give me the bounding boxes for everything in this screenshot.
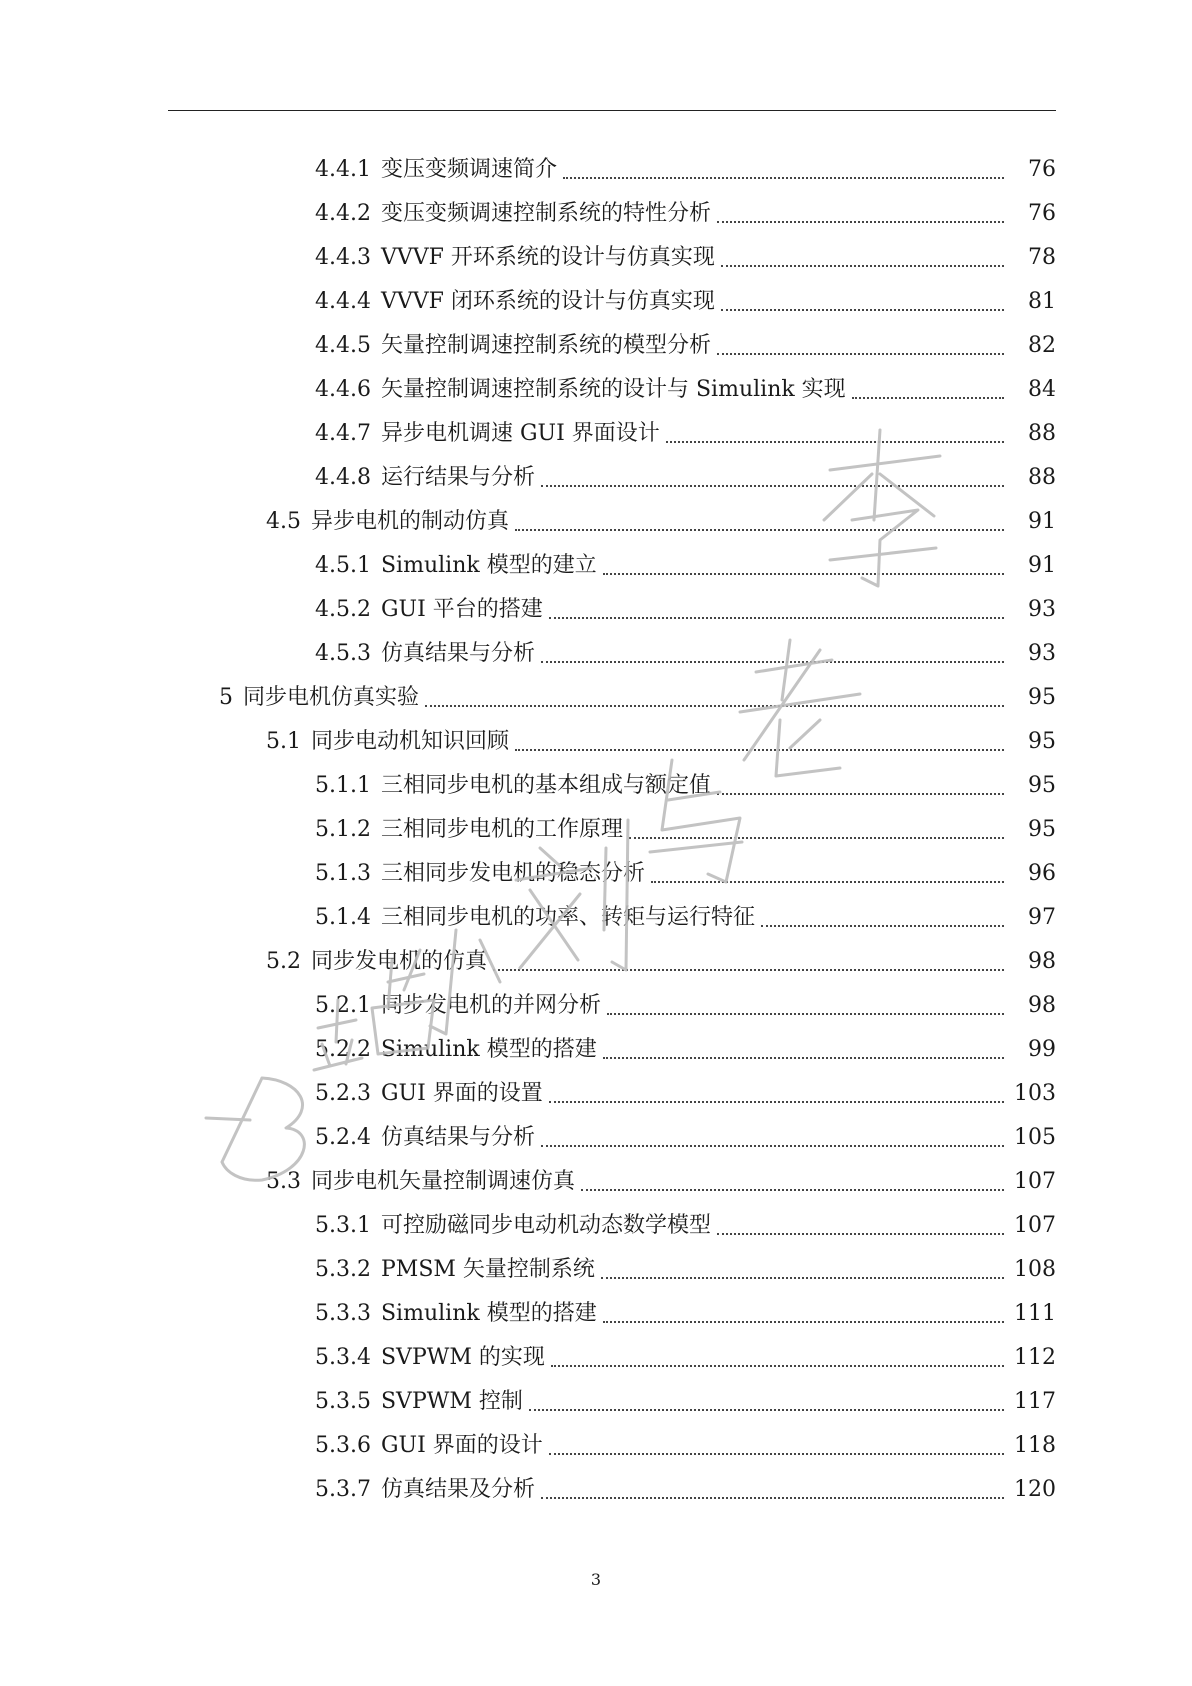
toc-entry-number: 5.3.5	[315, 1389, 371, 1414]
toc-entry-label	[315, 544, 601, 588]
toc-entry-page: 95	[1028, 773, 1056, 798]
toc-entry-number: 5.2.4	[315, 1125, 371, 1150]
toc-entry[interactable]	[0, 1424, 1192, 1468]
toc-entry-title: 三相同步电机的工作原理	[380, 817, 623, 842]
toc-entry-title: 同步发电机的仿真	[311, 949, 488, 974]
toc-entry-number: 4.4.4	[315, 289, 371, 314]
toc-entry-title: 三相同步电机的功率、转矩与运行特征	[380, 905, 755, 930]
toc-entry-page: 88	[1028, 421, 1056, 446]
toc-entry-number: 5.2	[266, 949, 301, 974]
toc-entry[interactable]	[0, 588, 1192, 632]
toc-entry-title: Simulink 模型的建立	[380, 553, 597, 578]
toc-entry-label	[266, 1160, 579, 1204]
toc-dot-leader	[515, 749, 1004, 751]
toc-entry-label	[315, 852, 649, 896]
toc-dot-leader	[549, 1453, 1004, 1455]
toc-dot-leader	[549, 617, 1004, 619]
toc-entry[interactable]	[0, 192, 1192, 236]
toc-dot-leader	[651, 881, 1004, 883]
toc-entry[interactable]	[0, 1336, 1192, 1380]
toc-entry-title: 异步电机调速 GUI 界面设计	[380, 421, 660, 446]
toc-dot-leader	[603, 573, 1004, 575]
toc-entry[interactable]	[0, 720, 1192, 764]
toc-entry-label	[315, 1028, 601, 1072]
toc-entry-label	[315, 148, 561, 192]
toc-dot-leader	[601, 1277, 1004, 1279]
toc-entry-number: 5.2.3	[315, 1081, 371, 1106]
toc-entry-label	[315, 588, 547, 632]
toc-entry-page: 84	[1028, 377, 1056, 402]
toc-entry-page: 93	[1028, 641, 1056, 666]
table-of-contents	[0, 148, 1192, 1512]
toc-entry-label	[315, 456, 539, 500]
toc-entry[interactable]	[0, 1204, 1192, 1248]
toc-entry-label	[315, 192, 715, 236]
toc-entry-title: 矢量控制调速控制系统的设计与 Simulink 实现	[380, 377, 846, 402]
toc-dot-leader	[629, 837, 1004, 839]
toc-dot-leader	[541, 1145, 1004, 1147]
toc-dot-leader	[721, 265, 1004, 267]
toc-dot-leader	[721, 309, 1004, 311]
toc-dot-leader	[581, 1189, 1004, 1191]
toc-entry-number: 4.4.3	[315, 245, 371, 270]
toc-entry-title: 可控励磁同步电动机动态数学模型	[380, 1213, 711, 1238]
toc-entry-page: 120	[1014, 1477, 1056, 1502]
toc-entry-number: 4.4.6	[315, 377, 371, 402]
toc-entry-page: 107	[1014, 1213, 1056, 1238]
toc-entry-number: 4.5	[266, 509, 301, 534]
toc-entry[interactable]	[0, 1116, 1192, 1160]
toc-entry-label	[315, 1424, 547, 1468]
toc-entry-title: 运行结果与分析	[380, 465, 535, 490]
toc-entry-title: SVPWM 控制	[380, 1389, 523, 1414]
toc-dot-leader	[717, 353, 1004, 355]
page-number: 3	[590, 1570, 602, 1589]
toc-entry-title: 仿真结果与分析	[380, 1125, 535, 1150]
toc-entry-label	[315, 1116, 539, 1160]
toc-entry-number: 4.4.7	[315, 421, 371, 446]
toc-entry-number: 5.1	[266, 729, 301, 754]
toc-entry-number: 5.2.2	[315, 1037, 371, 1062]
toc-dot-leader	[515, 529, 1004, 531]
toc-entry-label	[315, 368, 850, 412]
toc-entry-page: 76	[1028, 201, 1056, 226]
toc-entry-page: 91	[1028, 553, 1056, 578]
toc-entry-page: 99	[1028, 1037, 1056, 1062]
toc-entry-label	[315, 280, 719, 324]
toc-entry-label	[315, 808, 627, 852]
toc-entry-label	[315, 1072, 547, 1116]
toc-entry-label	[315, 1248, 599, 1292]
toc-entry-title: 同步发电机的并网分析	[380, 993, 601, 1018]
toc-entry-page: 81	[1028, 289, 1056, 314]
toc-entry-page: 112	[1014, 1345, 1056, 1370]
toc-entry-number: 5.1.3	[315, 861, 371, 886]
toc-entry-page: 76	[1028, 157, 1056, 182]
toc-entry-title: Simulink 模型的搭建	[380, 1037, 597, 1062]
toc-entry-number: 5.3	[266, 1169, 301, 1194]
toc-entry[interactable]	[0, 1380, 1192, 1424]
toc-entry-title: 变压变频调速简介	[380, 157, 557, 182]
toc-entry[interactable]	[0, 1072, 1192, 1116]
toc-dot-leader	[607, 1013, 1004, 1015]
toc-entry[interactable]	[0, 632, 1192, 676]
toc-entry-title: 同步电动机知识回顾	[311, 729, 510, 754]
toc-entry-number: 5	[219, 685, 233, 710]
toc-entry-title: Simulink 模型的搭建	[380, 1301, 597, 1326]
toc-entry-page: 88	[1028, 465, 1056, 490]
toc-entry-label	[266, 500, 513, 544]
toc-dot-leader	[563, 177, 1004, 179]
toc-entry-number: 5.2.1	[315, 993, 371, 1018]
toc-entry[interactable]	[0, 1292, 1192, 1336]
toc-entry-title: GUI 平台的搭建	[380, 597, 543, 622]
toc-entry[interactable]	[0, 280, 1192, 324]
toc-entry-page: 118	[1014, 1433, 1056, 1458]
toc-entry-page: 78	[1028, 245, 1056, 270]
toc-entry-title: PMSM 矢量控制系统	[380, 1257, 595, 1282]
toc-entry-label	[315, 1468, 539, 1512]
toc-entry-title: GUI 界面的设置	[380, 1081, 543, 1106]
toc-entry-label	[219, 676, 423, 720]
toc-entry-label	[315, 632, 539, 676]
toc-entry-page: 95	[1028, 685, 1056, 710]
toc-entry-title: 变压变频调速控制系统的特性分析	[380, 201, 711, 226]
toc-entry[interactable]	[0, 984, 1192, 1028]
toc-entry-number: 5.3.4	[315, 1345, 371, 1370]
toc-entry-page: 117	[1014, 1389, 1056, 1414]
toc-entry-title: 仿真结果与分析	[380, 641, 535, 666]
toc-entry[interactable]	[0, 324, 1192, 368]
toc-entry[interactable]	[0, 544, 1192, 588]
toc-entry[interactable]	[0, 852, 1192, 896]
toc-entry-page: 82	[1028, 333, 1056, 358]
toc-entry[interactable]	[0, 1468, 1192, 1512]
toc-dot-leader	[761, 925, 1004, 927]
toc-entry-page: 98	[1028, 993, 1056, 1018]
toc-entry-number: 5.1.1	[315, 773, 371, 798]
toc-dot-leader	[549, 1101, 1004, 1103]
toc-entry-title: SVPWM 的实现	[380, 1345, 545, 1370]
toc-entry-title: VVVF 开环系统的设计与仿真实现	[380, 245, 715, 270]
toc-entry[interactable]	[0, 764, 1192, 808]
toc-dot-leader	[603, 1321, 1004, 1323]
toc-entry-label	[315, 324, 715, 368]
toc-entry-label	[315, 1336, 549, 1380]
toc-entry-title: 异步电机的制动仿真	[311, 509, 510, 534]
toc-entry-number: 4.5.1	[315, 553, 371, 578]
toc-entry[interactable]	[0, 808, 1192, 852]
toc-entry-number: 4.4.1	[315, 157, 371, 182]
toc-dot-leader	[529, 1409, 1004, 1411]
toc-dot-leader	[666, 441, 1004, 443]
toc-entry-number: 5.1.2	[315, 817, 371, 842]
toc-entry[interactable]	[0, 500, 1192, 544]
toc-entry-number: 5.3.3	[315, 1301, 371, 1326]
toc-entry[interactable]	[0, 412, 1192, 456]
toc-entry-label	[266, 720, 513, 764]
toc-entry-label	[315, 412, 664, 456]
toc-entry[interactable]	[0, 940, 1192, 984]
toc-entry-label	[315, 1380, 527, 1424]
toc-entry-number: 5.3.1	[315, 1213, 371, 1238]
toc-entry-number: 5.3.7	[315, 1477, 371, 1502]
toc-entry-label	[266, 940, 491, 984]
toc-entry[interactable]	[0, 148, 1192, 192]
header-rule	[168, 110, 1056, 111]
toc-dot-leader	[541, 661, 1004, 663]
toc-entry[interactable]	[0, 368, 1192, 412]
toc-dot-leader	[541, 485, 1004, 487]
toc-entry-label	[315, 236, 719, 280]
toc-entry-number: 4.4.8	[315, 465, 371, 490]
toc-entry-title: 同步电机仿真实验	[243, 685, 420, 710]
toc-entry-page: 98	[1028, 949, 1056, 974]
toc-dot-leader	[717, 221, 1004, 223]
toc-entry-label	[315, 1204, 715, 1248]
toc-entry-number: 5.1.4	[315, 905, 371, 930]
toc-entry-label	[315, 764, 715, 808]
toc-entry-page: 97	[1028, 905, 1056, 930]
toc-entry-page: 95	[1028, 817, 1056, 842]
toc-entry-page: 107	[1014, 1169, 1056, 1194]
toc-entry[interactable]	[0, 456, 1192, 500]
toc-dot-leader	[541, 1497, 1004, 1499]
toc-entry[interactable]	[0, 676, 1192, 720]
toc-entry-title: 矢量控制调速控制系统的模型分析	[380, 333, 711, 358]
toc-entry-title: 三相同步发电机的稳态分析	[380, 861, 645, 886]
toc-entry-number: 5.3.2	[315, 1257, 371, 1282]
toc-entry-page: 108	[1014, 1257, 1056, 1282]
toc-dot-leader	[717, 793, 1004, 795]
toc-entry-number: 4.5.2	[315, 597, 371, 622]
toc-dot-leader	[852, 397, 1004, 399]
toc-entry-page: 103	[1014, 1081, 1056, 1106]
toc-entry-title: GUI 界面的设计	[380, 1433, 543, 1458]
toc-entry-title: 仿真结果及分析	[380, 1477, 535, 1502]
toc-entry-page: 111	[1014, 1301, 1056, 1326]
toc-dot-leader	[425, 705, 1004, 707]
toc-entry[interactable]	[0, 1248, 1192, 1292]
toc-dot-leader	[603, 1057, 1004, 1059]
toc-entry-label	[315, 984, 605, 1028]
toc-entry[interactable]	[0, 1028, 1192, 1072]
toc-entry[interactable]	[0, 1160, 1192, 1204]
toc-entry[interactable]	[0, 236, 1192, 280]
toc-entry-title: 三相同步电机的基本组成与额定值	[380, 773, 711, 798]
toc-entry-page: 91	[1028, 509, 1056, 534]
toc-entry-page: 105	[1014, 1125, 1056, 1150]
toc-dot-leader	[717, 1233, 1004, 1235]
toc-entry-number: 4.4.5	[315, 333, 371, 358]
toc-entry-label	[315, 1292, 601, 1336]
toc-entry[interactable]	[0, 896, 1192, 940]
toc-entry-title: 同步电机矢量控制调速仿真	[311, 1169, 576, 1194]
toc-entry-number: 4.5.3	[315, 641, 371, 666]
toc-dot-leader	[493, 969, 1004, 971]
toc-entry-page: 96	[1028, 861, 1056, 886]
toc-entry-number: 5.3.6	[315, 1433, 371, 1458]
toc-entry-label	[315, 896, 759, 940]
toc-entry-page: 95	[1028, 729, 1056, 754]
toc-entry-page: 93	[1028, 597, 1056, 622]
toc-dot-leader	[551, 1365, 1004, 1367]
toc-entry-number: 4.4.2	[315, 201, 371, 226]
toc-entry-title: VVVF 闭环系统的设计与仿真实现	[380, 289, 715, 314]
